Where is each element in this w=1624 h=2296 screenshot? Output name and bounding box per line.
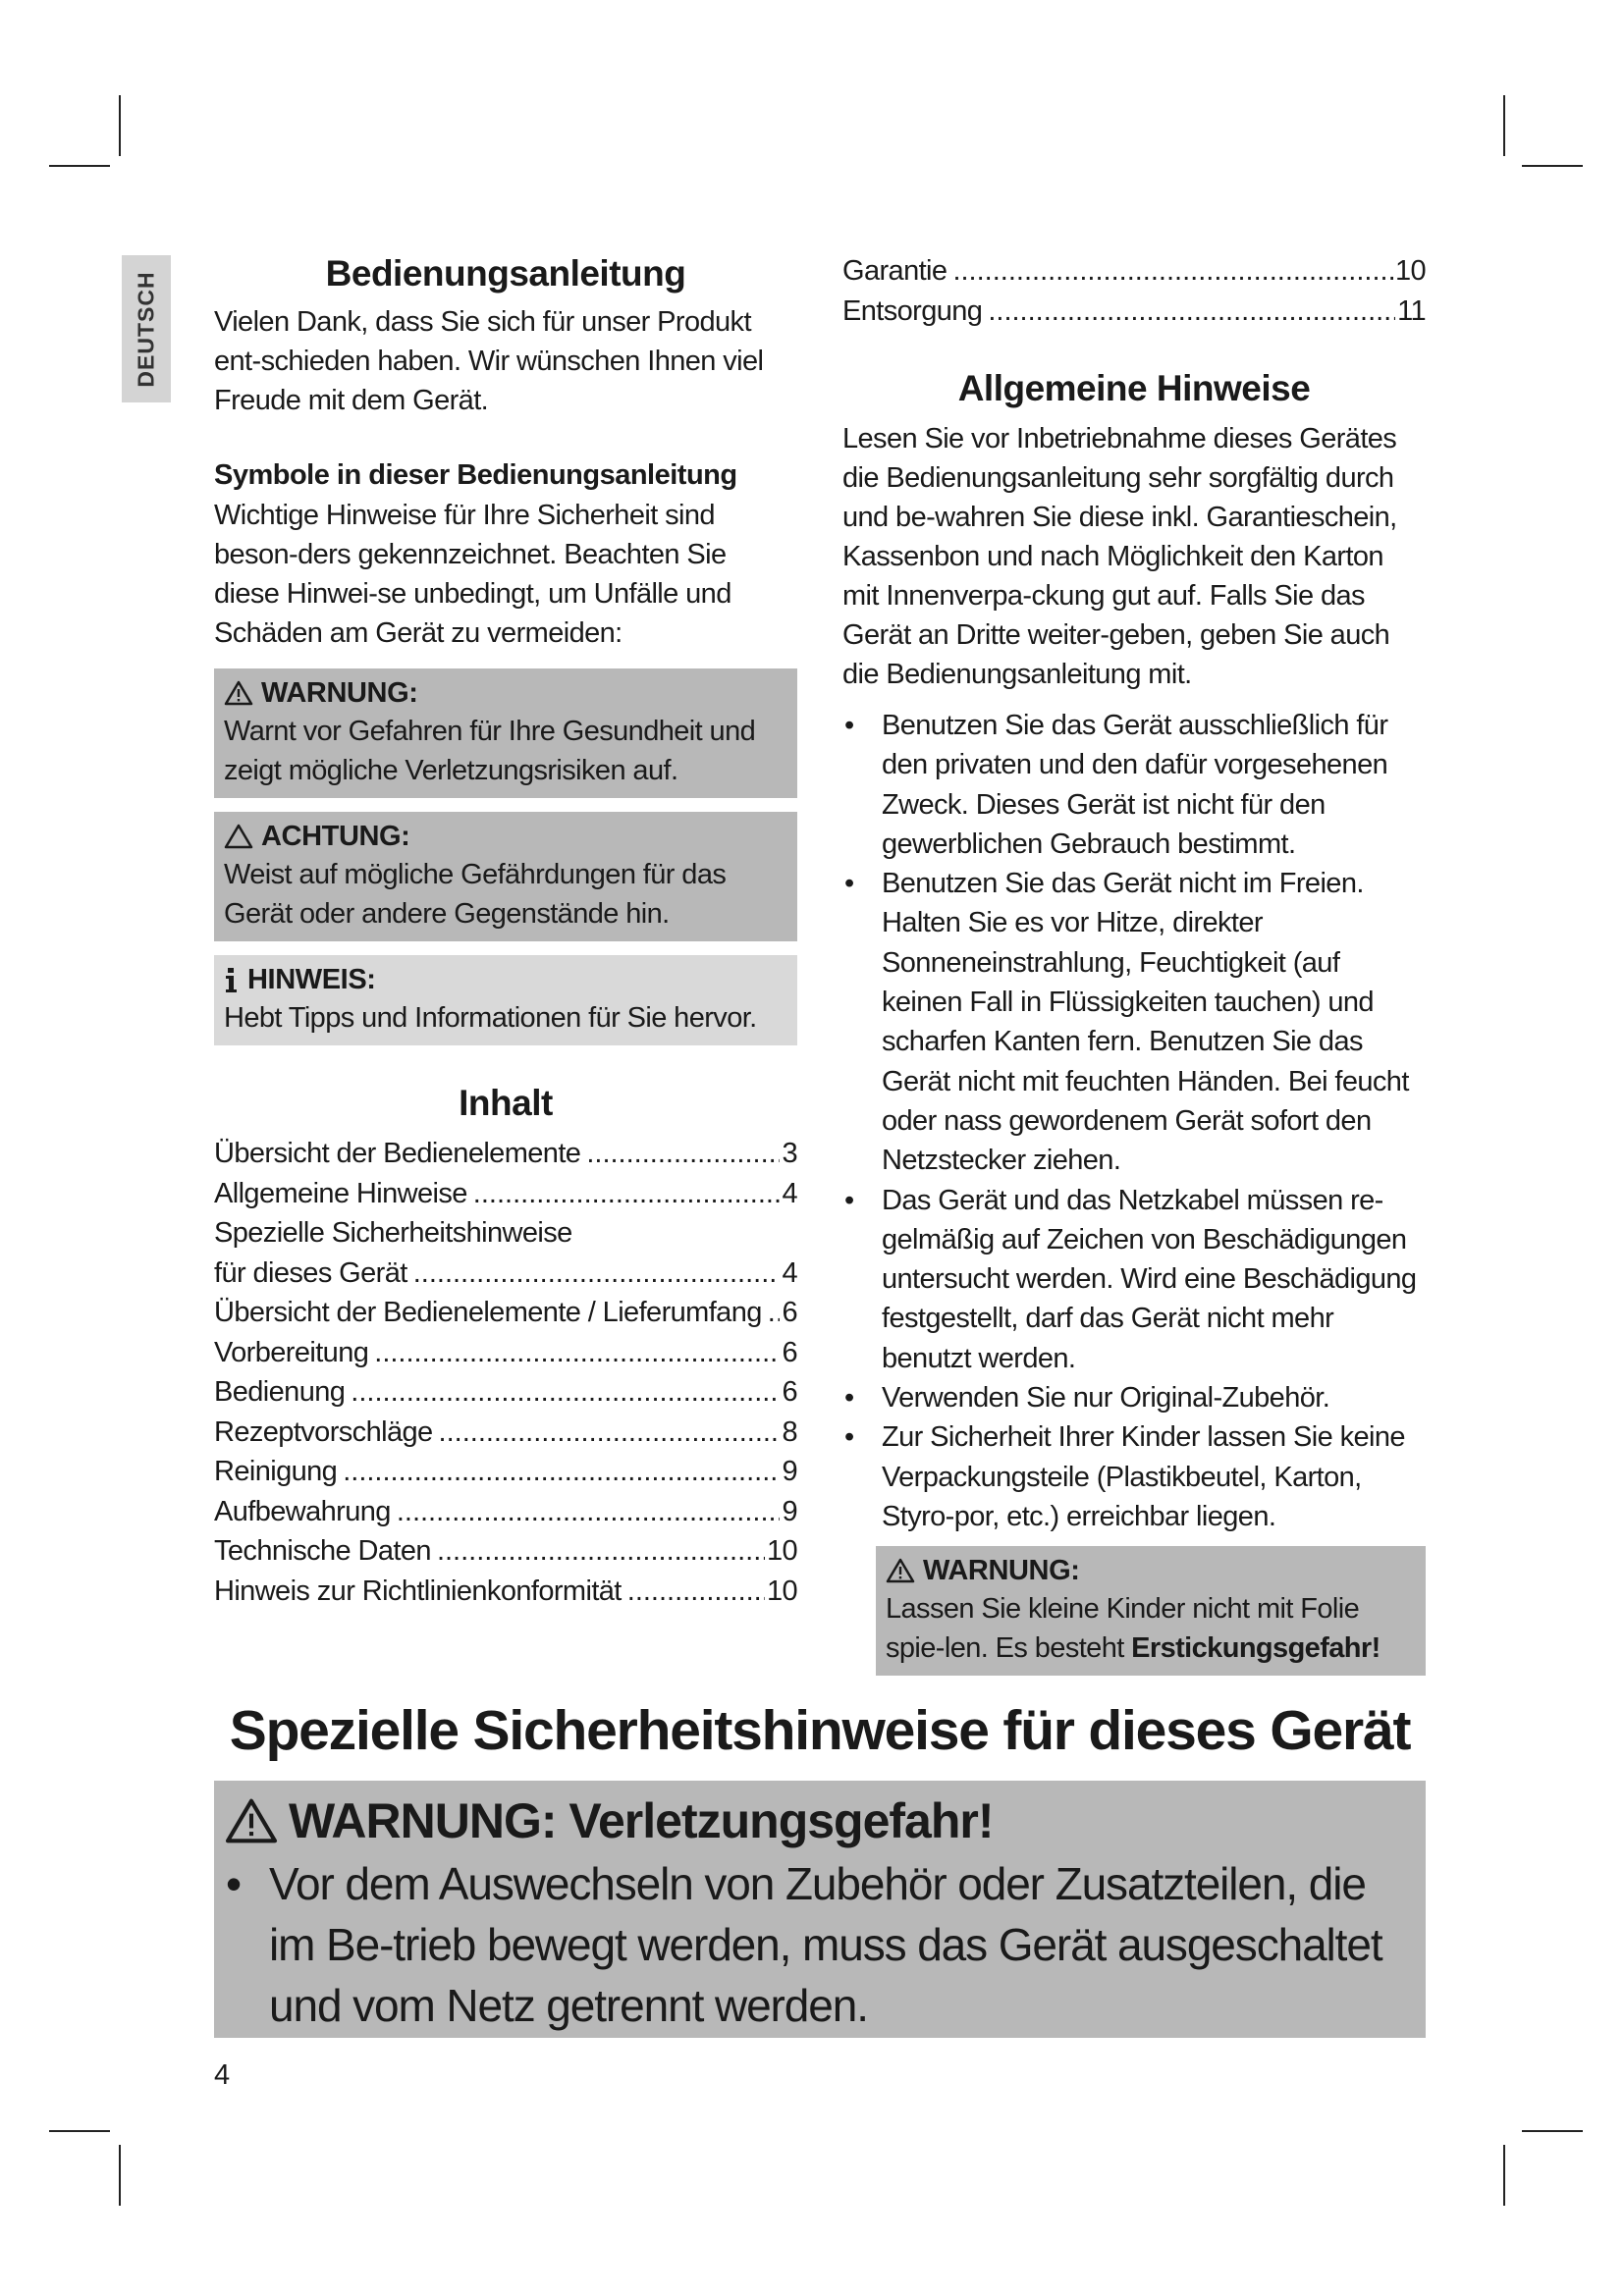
general-notes-title: Allgemeine Hinweise — [957, 368, 1311, 408]
child-warning-box — [876, 1546, 1426, 1676]
info-icon — [224, 966, 240, 993]
toc-entry[interactable]: Reinigung ..... 9 — [214, 1452, 797, 1492]
crop-mark — [49, 165, 110, 167]
intro-text: Vielen Dank, dass Sie sich für unser Produkt ent-schieden haben. Wir wünschen Ihnen viel Freude mit dem Gerät. — [214, 306, 764, 416]
caution-triangle-icon — [224, 824, 253, 849]
caution-label: ACHTUNG: — [261, 821, 410, 852]
table-of-contents-continued — [842, 251, 1426, 331]
language-label: DEUTSCH — [133, 270, 159, 388]
crop-mark — [1503, 95, 1505, 156]
injury-warning-box — [214, 1781, 1426, 2038]
note-box — [214, 955, 797, 1045]
symbols-heading: Symbole in dieser Bedienungsanleitung — [214, 459, 737, 491]
toc-entry[interactable]: Vorbereitung ..... 6 — [214, 1333, 797, 1373]
toc-entry[interactable]: Aufbewahrung ..... 9 — [214, 1492, 797, 1532]
toc-entry[interactable]: Technische Daten ..... 10 — [214, 1531, 797, 1572]
toc-entry[interactable]: Entsorgung ..... 11 — [842, 292, 1426, 332]
injury-warning-label: WARNUNG: Verletzungsgefahr! — [289, 1793, 994, 1848]
crop-mark — [119, 95, 121, 156]
warning-label: WARNUNG: — [923, 1555, 1080, 1587]
left-column — [214, 253, 797, 1611]
toc-entry[interactable]: Hinweis zur Richtlinienkonformität ..... 10 — [214, 1572, 797, 1612]
list-item: • Das Gerät und das Netzkabel müssen re-gelmäßig auf Zeichen von Beschädigungen untersucht werden. Wird eine Beschädigung festgestellt, darf das Gerät nicht mehr benutzt werden. — [842, 1181, 1426, 1378]
toc-entry[interactable]: Allgemeine Hinweise ..... 4 — [214, 1174, 797, 1214]
page-number: 4 — [214, 2059, 231, 2091]
toc-entry[interactable]: für dieses Gerät ..... 4 — [214, 1254, 797, 1294]
warning-box — [214, 668, 797, 798]
language-tab — [122, 255, 171, 402]
crop-mark — [1522, 2130, 1583, 2132]
toc-entry[interactable]: Spezielle Sicherheitshinweise — [214, 1217, 572, 1249]
note-text: Hebt Tipps und Informationen für Sie hervor. — [224, 1002, 757, 1034]
toc-title: Inhalt — [459, 1083, 553, 1123]
list-item: • Zur Sicherheit Ihrer Kinder lassen Sie keine Verpackungsteile (Plastikbeutel, Karton, Styro-por, etc.) erreichbar liegen. — [842, 1417, 1426, 1536]
safety-bullet-list — [842, 706, 1426, 1536]
table-of-contents — [214, 1134, 797, 1611]
toc-entry[interactable]: Garantie ..... 10 — [842, 251, 1426, 292]
symbols-text: Wichtige Hinweise für Ihre Sicherheit sind beson-ders gekennzeichnet. Beachten Sie diese Hinwei-se unbedingt, um Unfälle und Schäden am Gerät zu vermeiden: — [214, 500, 731, 649]
list-item: • Benutzen Sie das Gerät nicht im Freien. Halten Sie es vor Hitze, direkter Sonneneinstrahlung, Feuchtigkeit (auf keinen Fall in Flüssigkeiten tauchen) und scharfen Kanten fern. Benutzen Sie das Gerät nicht mit feuchten Händen. Bei feucht oder nass gewordenem Gerät sofort den Netzstecker ziehen. — [842, 864, 1426, 1180]
caution-box — [214, 812, 797, 941]
crop-mark — [119, 2145, 121, 2206]
list-item: • Benutzen Sie das Gerät ausschließlich für den privaten und den dafür vorgesehenen Zweck. Dieses Gerät ist nicht für den gewerblichen Gebrauch bestimmt. — [842, 706, 1426, 864]
list-item: • Verwenden Sie nur Original-Zubehör. — [842, 1378, 1426, 1417]
special-safety-title: Spezielle Sicherheitshinweise für dieses Gerät — [229, 1699, 1411, 1762]
toc-entry[interactable]: Übersicht der Bedienelemente ..... 3 — [214, 1134, 797, 1174]
crop-mark — [1522, 165, 1583, 167]
child-warning-text: Lassen Sie kleine Kinder nicht mit Folie spie-len. Es besteht Erstickungsgefahr! — [886, 1593, 1380, 1665]
warning-label: WARNUNG: — [261, 677, 418, 709]
toc-entry[interactable]: Bedienung ..... 6 — [214, 1372, 797, 1413]
warning-text: Warnt vor Gefahren für Ihre Gesundheit und zeigt mögliche Verletzungsrisiken auf. — [224, 716, 756, 786]
caution-text: Weist auf mögliche Gefährdungen für das Gerät oder andere Gegenstände hin. — [224, 859, 727, 930]
crop-mark — [1503, 2145, 1505, 2206]
manual-title: Bedienungsanleitung — [325, 253, 686, 294]
suffocation-emphasis: Erstickungsgefahr! — [1131, 1632, 1380, 1665]
general-notes-text: Lesen Sie vor Inbetriebnahme dieses Gerätes die Bedienungsanleitung sehr sorgfältig durch und be-wahren Sie diese inkl. Garantieschein, Kassenbon und nach Möglichkeit den Karton mit Innenverpa-ckung gut auf. Falls Sie das Gerät an Dritte weiter-geben, geben Sie auch die Bedienungsanleitung mit. — [842, 423, 1397, 690]
right-column — [842, 253, 1426, 1676]
toc-entry[interactable]: Übersicht der Bedienelemente / Lieferumfang ..... 6 — [214, 1293, 797, 1333]
warning-triangle-icon — [224, 680, 253, 706]
warning-triangle-icon — [886, 1558, 915, 1583]
note-label: HINWEIS: — [247, 964, 376, 995]
warning-triangle-icon — [224, 1797, 279, 1844]
crop-mark — [49, 2130, 110, 2132]
toc-entry[interactable]: Rezeptvorschläge ..... 8 — [214, 1413, 797, 1453]
injury-warning-item: • Vor dem Auswechseln von Zubehör oder Zusatzteilen, die im Be-trieb bewegt werden, muss das Gerät ausgeschaltet und vom Netz getrennt werden. — [224, 1853, 1416, 2036]
